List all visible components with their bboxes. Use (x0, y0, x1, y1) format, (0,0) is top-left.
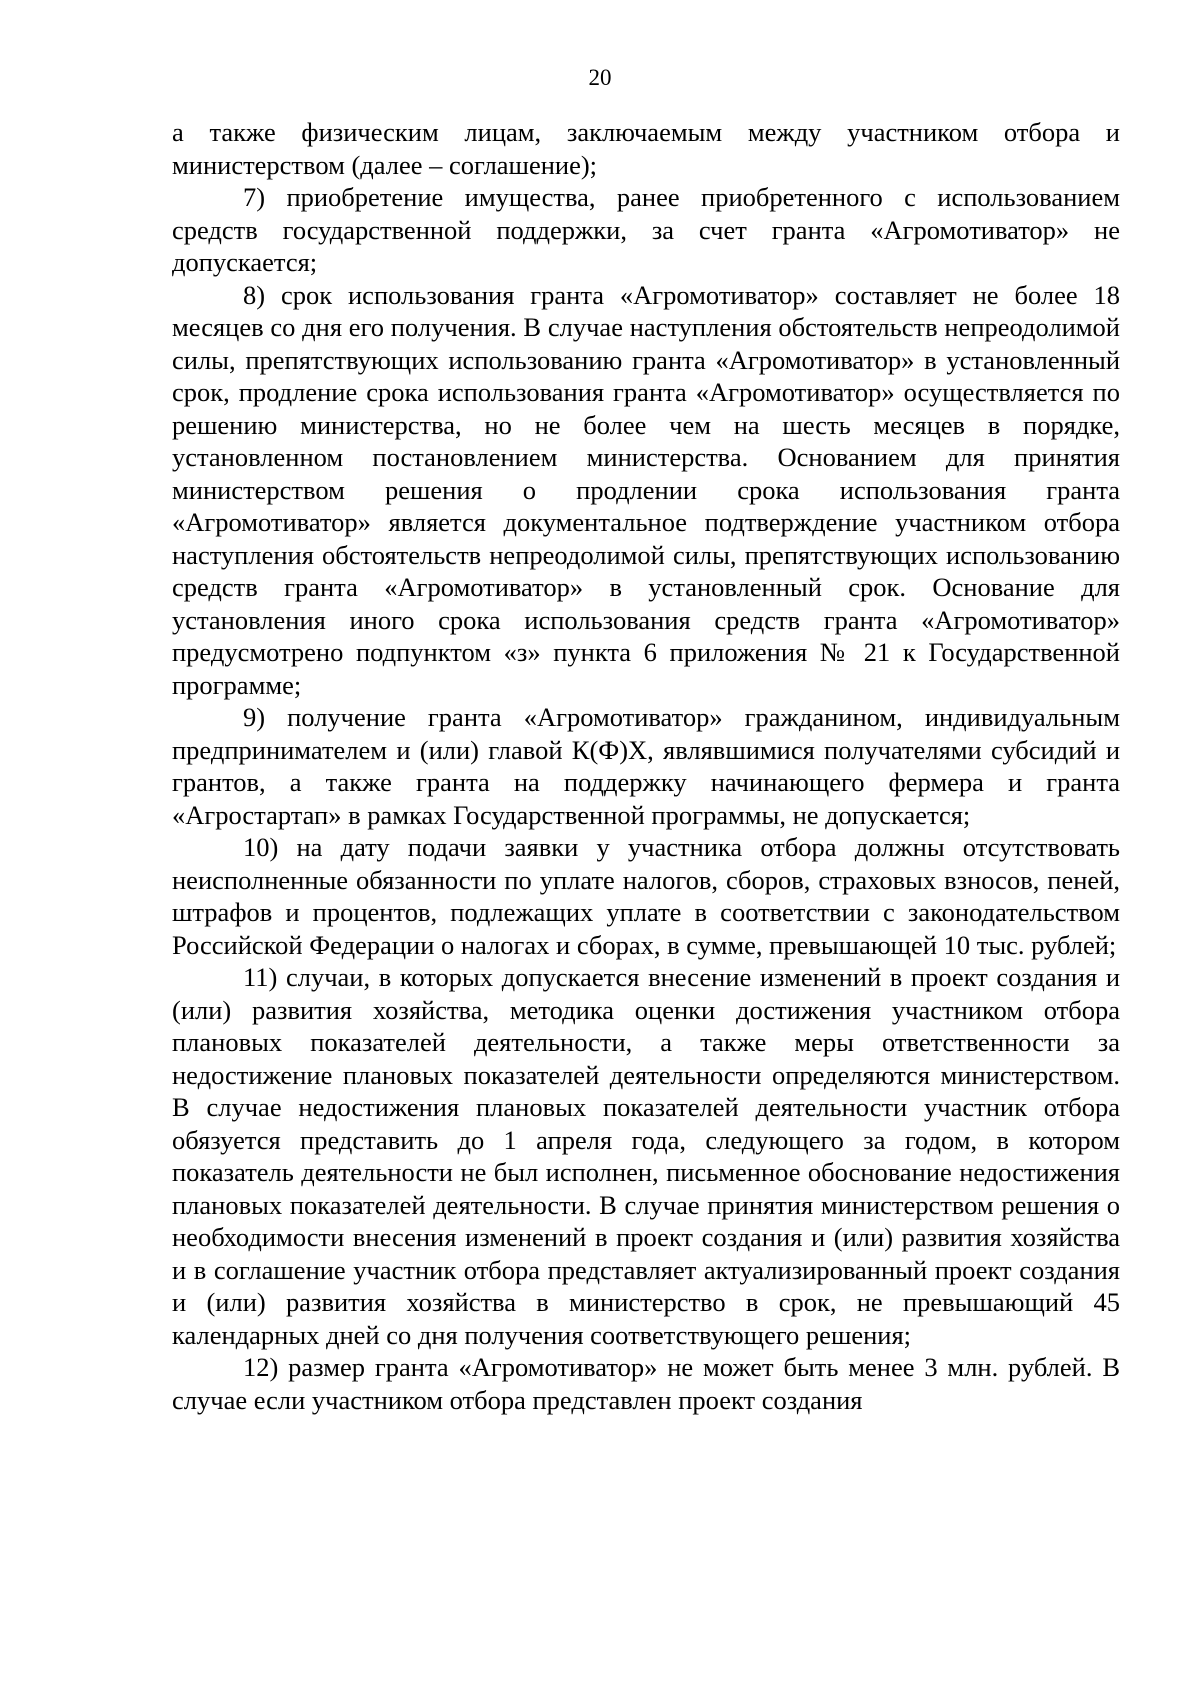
paragraph-item-8: 8) срок использования гранта «Агромотиватор» составляет не более 18 месяцев со дня его получения. В случае наступления обстоятельств непреодолимой силы, препятствующих использованию гранта «Агромотиватор» в установленный срок, продление срока использования гранта «Агромотиватор» осуществляется по решению министерства, но не более чем на шесть месяцев в порядке, установленном постановлением министерства. Основанием для принятия министерством решения о продлении срока использования гранта «Агромотиватор» является документальное подтверждение участником отбора наступления обстоятельств непреодолимой силы, препятствующих использованию средств гранта «Агромотиватор» в установленный срок. Основание для установления иного срока использования средств гранта «Агромотиватор» предусмотрено подпунктом «з» пункта 6 приложения № 21 к Государственной программе; (172, 279, 1120, 700)
paragraph-item-12: 12) размер гранта «Агромотиватор» не может быть менее 3 млн. рублей. В случае если участником отбора представлен проект создания (172, 1352, 1120, 1415)
paragraph-item-10: 10) на дату подачи заявки у участника отбора должны отсутствовать неисполненные обязанности по уплате налогов, сборов, страховых взносов, пеней, штрафов и процентов, подлежащих уплате в соответствии с законодательством Российской Федерации о налогах и сборах, в сумме, превышающей 10 тыс. рублей; (172, 832, 1120, 960)
document-body (172, 116, 1120, 1416)
paragraph-item-11: 11) случаи, в которых допускается внесение изменений в проект создания и (или) развития хозяйства, методика оценки достижения участником отбора плановых показателей деятельности, а также меры ответственности за недостижение плановых показателей деятельности определяются министерством. В случае недостижения плановых показателей деятельности участник отбора обязуется представить до 1 апреля года, следующего за годом, в котором показатель деятельности не был исполнен, письменное обоснование недостижения плановых показателей деятельности. В случае принятия министерством решения о необходимости внесения изменений в проект создания и (или) развития хозяйства и в соглашение участник отбора представляет актуализированный проект создания и (или) развития хозяйства в министерство в срок, не превышающий 45 календарных дней со дня получения соответствующего решения; (172, 962, 1120, 1350)
page-number: 20 (588, 65, 612, 90)
paragraph-item-9: 9) получение гранта «Агромотиватор» гражданином, индивидуальным предпринимателем и (или) главой К(Ф)Х, являвшимися получателями субсидий и грантов, а также гранта на поддержку начинающего фермера и гранта «Агростартап» в рамках Государственной программы, не допускается; (172, 702, 1120, 830)
paragraph-item-7: 7) приобретение имущества, ранее приобретенного с использованием средств государственной поддержки, за счет гранта «Агромотиватор» не допускается; (172, 182, 1120, 277)
paragraph-continuation: а также физическим лицам, заключаемым между участником отбора и министерством (далее – соглашение); (172, 117, 1120, 180)
